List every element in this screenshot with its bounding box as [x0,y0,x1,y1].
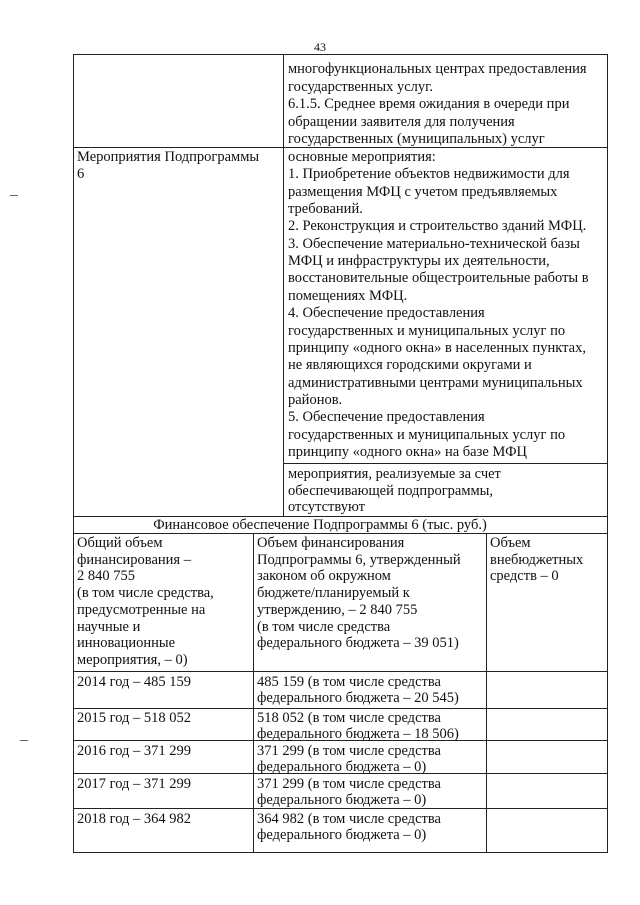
total-financing-header: Общий объем [77,535,163,551]
program-financing-header: утверждению, – 2 840 755 [257,601,418,618]
program-financing-header: (в том числе средства [257,618,391,635]
table-border [283,463,608,464]
measures-text: 5. Обеспечение предоставления [288,409,485,426]
year-total-cell: 2017 год – 371 299 [77,776,192,792]
measures-text: принципу «одного окна» на базе МФЦ [288,443,528,460]
measures-text: размещения МФЦ с учетом предъявляемых [288,183,558,200]
year-amount-cell: 364 982 (в том числе средства [257,811,441,827]
continuation-text: 6.1.5. Среднее время ожидания в очереди при [288,96,570,112]
total-financing-header: мероприятия, – 0) [77,651,188,668]
continuation-text: государственных услуг. [288,78,434,95]
support-text: мероприятия, реализуемые за счет [288,466,501,482]
total-financing-header: предусмотренные на [77,601,206,618]
support-text: обеспечивающей подпрограммы, [288,482,494,499]
table-border [73,54,608,55]
measures-text: помещениях МФЦ. [288,287,408,304]
table-border [73,708,608,709]
measures-text: 1. Приобретение объектов недвижимости для [288,166,570,183]
year-amount-cell: 485 159 (в том числе средства [257,674,441,690]
continuation-text: государственных (муниципальных) услуг [288,131,545,147]
year-amount-cell: федерального бюджета – 18 506) [257,726,459,743]
measures-text: требований. [288,201,363,218]
measures-label: 6 [77,166,85,182]
measures-text: районов. [288,391,343,408]
table-border [283,54,284,516]
measures-text: восстановительные общестроительные работы в [288,270,589,287]
table-border [73,54,74,852]
margin-mark [10,195,18,196]
year-amount-cell: федерального бюджета – 0) [257,792,427,809]
year-total-cell: 2015 год – 518 052 [77,710,192,726]
year-amount-cell: 371 299 (в том числе средства [257,776,441,792]
continuation-text: обращении заявителя для получения [288,113,515,130]
continuation-text: многофункциональных центрах предоставления [288,61,587,77]
year-total-cell: 2018 год – 364 982 [77,811,192,827]
total-financing-header: научные и [77,618,141,635]
program-financing-header: Объем финансирования [257,535,405,551]
measures-text: принципу «одного окна» в населенных пунктах, [288,339,586,356]
measures-label: Мероприятия Подпрограммы [77,149,260,165]
year-amount-cell: федерального бюджета – 20 545) [257,690,459,707]
margin-mark [20,740,28,741]
total-financing-header: финансирования – [77,551,191,568]
total-financing-header: инновационные [77,635,176,652]
year-amount-cell: 518 052 (в том числе средства [257,710,441,726]
measures-text: МФЦ и инфраструктуры их деятельности, [288,253,550,270]
table-border [73,671,608,672]
program-financing-header: Подпрограммы 6, утвержденный [257,551,461,568]
measures-text: государственных и муниципальных услуг по [288,322,566,339]
measures-text: основные мероприятия: [288,149,436,165]
extrabudget-header: средств – 0 [490,568,559,585]
year-amount-cell: 371 299 (в том числе средства [257,743,441,759]
total-financing-header: (в том числе средства, [77,585,214,602]
year-amount-cell: федерального бюджета – 0) [257,759,427,776]
program-financing-header: законом об окружном [257,568,391,585]
page-number: 43 [314,40,326,54]
measures-text: 3. Обеспечение материально-технической базы [288,235,580,252]
table-border [253,533,254,852]
total-financing-header: 2 840 755 [77,568,135,585]
table-border [486,533,487,852]
financing-title: Финансовое обеспечение Подпрограммы 6 (тыс. руб.) [153,517,487,533]
program-financing-header: федерального бюджета – 39 051) [257,635,459,652]
year-total-cell: 2016 год – 371 299 [77,743,192,759]
extrabudget-header: внебюджетных [490,551,584,568]
measures-text: административными центрами муниципальных [288,374,583,391]
measures-text: 2. Реконструкция и строительство зданий МФЦ. [288,218,587,235]
measures-text: 4. Обеспечение предоставления [288,305,485,322]
year-total-cell: 2014 год – 485 159 [77,674,192,690]
measures-text: не являющихся городскими округами и [288,357,532,374]
support-text: отсутствуют [288,499,365,515]
extrabudget-header: Объем [490,535,531,551]
table-border [73,852,608,853]
measures-text: государственных и муниципальных услуг по [288,426,566,443]
year-amount-cell: федерального бюджета – 0) [257,827,427,844]
program-financing-header: бюджете/планируемый к [257,585,410,602]
table-border [607,54,608,852]
